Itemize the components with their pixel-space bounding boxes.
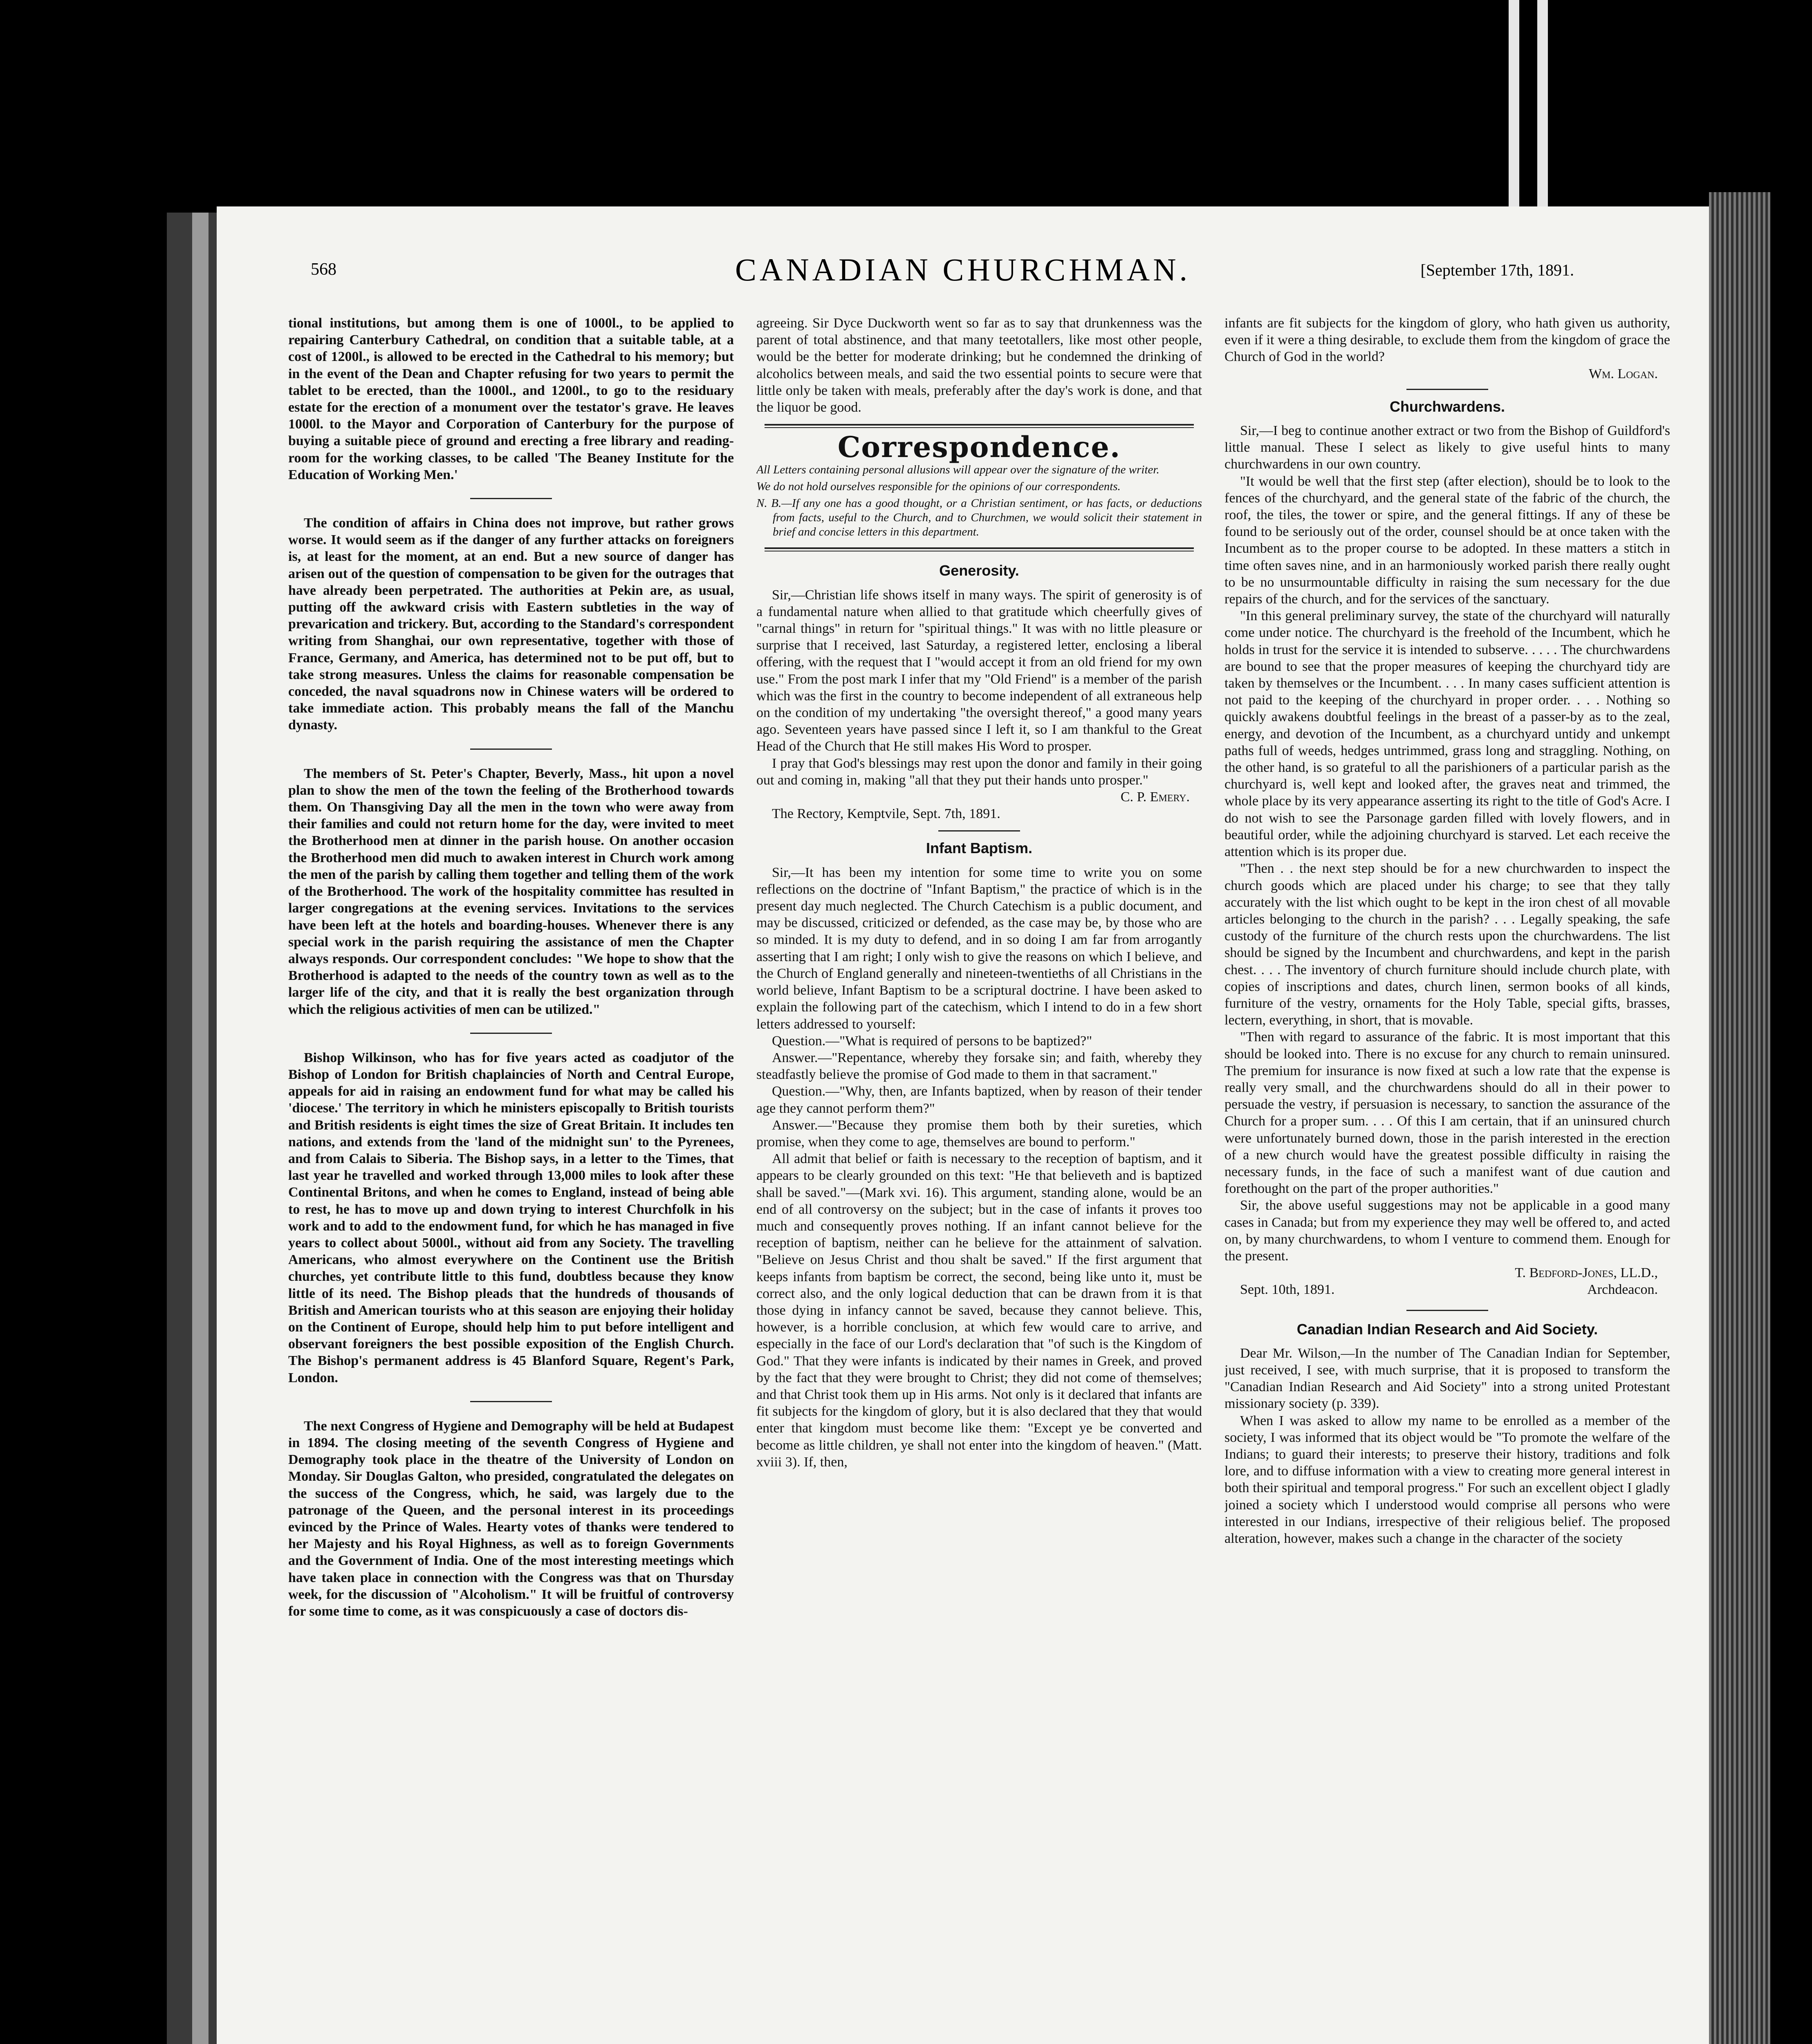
divider — [1406, 1310, 1488, 1311]
paragraph: All admit that belief or faith is necessary to the reception of baptism, and it appears to be clearly grounded on this text: "He that believeth and is baptized shall be saved."—(Mark xvi. 16). This argument, standing alone, would be an end of all controversy on the subject; but in the case of infants it proves too much and consequently proves nothing. If an infant cannot believe for the reception of baptism, neither can he believe for the attainment of salvation. "Believe on Jesus Christ and thou shalt be saved." If the first argument that keeps infants from baptism be correct, the second, being like unto it, must be correct also, and the only logical deduction that can be drawn from it is that those dying in infancy cannot be saved, because they cannot believe. This, however, is a horrible conclusion, at which few would care to arrive, and especially in the face of our Lord's declaration that "of such is the Kingdom of God." That they were infants is indicated by their names in Greek, and proved by the fact that they were brought to Christ; they did not come of themselves; and that Christ took them up in His arms. Not only is it declared that infants are fit subjects for the kingdom of glory, but it is also declared that they that would enter that kingdom must become like them: "Except ye be converted and become as little children, ye shall not enter into the kingdom of heaven." (Matt. xviii 3). If, then, — [756, 1151, 1202, 1470]
divider — [470, 1033, 552, 1034]
column-3 — [1224, 315, 1670, 2044]
paragraph: "Then . . the next step should be for a new churchwarden to inspect the church goods which are placed under his charge; to see that they tally accurately with the list which ought to be kept in the iron chest of all movable articles belonging to the church in the parish? . . . Legally speaking, the safe custody of the furniture of the church rests upon the churchwardens. The list should be signed by the Incumbent and churchwardens, and kept in the parish chest. . . . The inventory of church furniture should include church plate, with copies of inscriptions and dates, church linen, sermon books of all kinds, furniture of the vestry, ornaments for the Holy Table, special gifts, brasses, lectern, everything, in short, that is movable. — [1224, 861, 1670, 1028]
divider — [1406, 389, 1488, 390]
scanner-stripe — [1509, 0, 1519, 213]
divider — [470, 1401, 552, 1402]
divider — [938, 830, 1020, 831]
paragraph: "In this general preliminary survey, the state of the churchyard will naturally come under notice. The churchyard is the freehold of the Incumbent, which he holds in trust for the service it is intended to subserve. . . . . The churchwardens are bound to see that the proper measures of keeping the churchyard tidy are taken by themselves or the Incumbent. . . . In many cases sufficient attention is not paid to the keeping of the churchyard in proper order. . . . Nothing so quickly awakens doubtful feelings in the breast of a passer-by as to the zeal, energy, and devotion of the Incumbent, as a churchyard untidy and unkempt paths full of weeds, hedges untrimmed, grass long and straggling. Nothing, on the other hand, is so grateful to all the parishioners of a particular parish as the churchyard is, well kept and looked after, the graves neat and trimmed, the whole place by its very appearance asserting its right to the title of God's Acre. I do not wish to see the Parsonage garden filled with lovely flowers, and in beautiful order, while the adjoining churchyard is starved. Let each receive the attention which is its proper due. — [1224, 608, 1670, 860]
paragraph: Sir,—I beg to continue another extract or two from the Bishop of Guildford's little manual. These I select as likely to give useful hints to many churchwardens in our own country. — [1224, 423, 1670, 472]
book-edge-highlight — [192, 213, 209, 2044]
letter-heading: Generosity. — [939, 562, 1019, 579]
paragraph: The next Congress of Hygiene and Demography will be held at Budapest in 1894. The closing meeting of the seventh Congress of Hygiene and Demography took place in the theatre of the University of London on Monday. Sir Douglas Galton, who presided, congratulated the delegates on the success of the Congress, which, he said, was largely due to the patronage of the Queen, and the personal interest in its proceedings evinced by the Prince of Wales. Hearty votes of thanks were tendered to her Majesty and his Royal Highness, as well as to foreign Governments and the Government of India. One of the most interesting meetings which have taken place in connection with the Congress was that on Thursday week, for the discussion of "Alcoholism." It will be fruitful of controversy for some time to come, as it was conspicuously a case of doctors dis- — [288, 1418, 734, 1619]
note: N. B.—If any one has a good thought, or a Christian sentiment, or has facts, or deductions from facts, useful to the Church, and to Churchmen, we would solicit their statement in brief and concise letters in this department. — [756, 497, 1202, 539]
note: All Letters containing personal allusions will appear over the signature of the writer. — [756, 463, 1159, 477]
paragraph: "It would be well that the first step (after election), should be to look to the fences of the churchyard, and the general state of the fabric of the church, the roof, the tiles, the tower or spire, and the general fittings. If any of these be found to be seriously out of the order, counsel should be at once taken with the Incumbent as to the proper course to be adopted. In these matters a stitch in time often saves nine, and in an harmoniously worked parish there really ought to be no unsurmountable difficulty in raising the sum necessary for the due repairs of the church, and for the services of the sanctuary. — [1224, 473, 1670, 607]
paragraph: I pray that God's blessings may rest upon the donor and family in their going out and coming in, making "all that they put their hands unto prosper." — [756, 755, 1202, 788]
paragraph: Sir,—It has been my intention for some time to write you on some reflections on the doctrine of "Infant Baptism," the practice of which is in the present day much neglected. The Church Catechism is a public document, and may be discussed, criticized or defended, as the case may be, by those who are so minded. It is my duty to defend, and in so doing I am far from arrogantly asserting that I am right; I only wish to give the reasons on which I believe, and the Church of England generally and nineteen-twentieths of all Christians in the world believe, Infant Baptism to be a scriptural doctrine. I have been asked to explain the following part of the catechism, which I intend to do in a few short letters addressed to yourself: — [756, 865, 1202, 1032]
paragraph: tional institutions, but among them is one of 1000l., to be applied to repairing Canterbury Cathedral, on condition that a suitable table, at a cost of 1200l., is allowed to be erected in the Cathedral to his memory; but in the event of the Dean and Chapter refusing for two years to permit the tablet to be erected, than the 1000l., and 1200l., to go to the residuary estate for the erection of a monument over the testator's grave. He leaves 1000l. to the Mayor and Corporation of Canterbury for the purpose of buying a suitable piece of ground and erecting a free library and reading-room for the working classes, to be called 'The Beaney Institute for the Education of Working Men.' — [288, 316, 734, 482]
issue-date: [September 17th, 1891. — [1420, 261, 1574, 279]
section-divider — [765, 547, 1194, 551]
paragraph: Sir, the above useful suggestions may not be applicable in a good many cases in Canada; but from my experience they may well be offered to, and acted on, by many churchwardens, to whom I venture to commend them. Enough for the present. — [1224, 1198, 1670, 1264]
letter-heading: Canadian Indian Research and Aid Society. — [1296, 1320, 1598, 1338]
paragraph: When I was asked to allow my name to be enrolled as a member of the society, I was informed that its object would be "To promote the welfare of the Indians; to guard their interests; to preserve their history, traditions and folk lore, and to diffuse information with a view to creating more general interest in both their spiritual and temporal progress." For such an excellent object I gladly joined a society which I understood would comprise all persons who were interested in our Indians, irrespective of their religious belief. The proposed alteration, however, makes such a change in the character of the society — [1224, 1413, 1670, 1546]
paragraph: Bishop Wilkinson, who has for five years acted as coadjutor of the Bishop of London for British chaplaincies of North and Central Europe, appeals for aid in raising an endowment fund for what may be called his 'diocese.' The territory in which he ministers episcopally to British tourists and British residents is eight times the size of Great Britain. It includes ten nations, and extends from the 'land of the midnight sun' to the Pyrenees, and from Calais to Siberia. The Bishop says, in a letter to the Times, that last year he travelled and worked through 13,000 miles to look after these Continental Britons, and when he comes to England, instead of being able to rest, he has to move up and down trying to interest Churchfolk in his work and to add to the endowment fund, for which he has managed in five years to collect about 5000l., without aid from any Society. The travelling Americans, who almost everywhere on the Continent use the British churches, yet contribute little to this fund, doubtless because they know little of its need. The Bishop pleads that the hundreds of thousands of British and American tourists who at this season are enjoying their holiday on the Continent of Europe, should help him to put before intelligent and observant foreigners the best possible exposition of the English Church. The Bishop's permanent address is 45 Blanford Square, Regent's Park, London. — [288, 1050, 734, 1385]
column-2 — [756, 315, 1202, 2044]
letter-heading: Churchwardens. — [1389, 398, 1505, 415]
paragraph: agreeing. Sir Dyce Duckworth went so far as to say that drunkenness was the parent of total abstinence, and that many teetotallers, like most other people, would be the better for moderate drinking; but he condemned the drinking of alcoholics between meals, and said the two essential points to secure were that little only be taken with meals, preferably after the day's work is done, and that the liquor be good. — [756, 316, 1202, 415]
date: Sept. 10th, 1891. — [1240, 1282, 1335, 1298]
paragraph: Answer.—"Repentance, whereby they forsake sin; and faith, whereby they steadfastly believe the promise of God made to them in that sacrament." — [756, 1050, 1202, 1083]
title: Archdeacon. — [1587, 1282, 1658, 1298]
signature: T. Bedford-Jones, LL.D., — [1515, 1265, 1658, 1281]
paragraph: infants are fit subjects for the kingdom of glory, who hath given us authority, even if it were a thing desirable, to exclude them from the kingdom of grace the Church of God in the world? — [1224, 316, 1670, 365]
paragraph: The condition of affairs in China does not improve, but rather grows worse. It would seem as if the danger of any further attacks on foreigners is, at least for the moment, at an end. But a new source of danger has arisen out of the question of compensation to be given for the outrages that have already been perpetrated. The authorities at Pekin are, as usual, putting off the awkward crisis with Eastern subtleties in the way of prevarication and trickery. But, according to the Standard's correspondent writing from Shanghai, our own representative, together with those of France, Germany, and America, has determined not to be put off, but to take strong measures. Unless the claims for reasonable compensation be conceded, the naval squadrons now in Chinese waters will be ordered to take immediate action. This probably means the fall of the Manchu dynasty. — [288, 515, 734, 733]
column-1 — [288, 315, 734, 2044]
scanner-stripe — [1537, 0, 1548, 213]
section-divider — [765, 424, 1194, 428]
page-stack-right — [1709, 192, 1770, 2044]
letter-heading: Infant Baptism. — [926, 840, 1032, 857]
paragraph: The members of St. Peter's Chapter, Beverly, Mass., hit upon a novel plan to show the men of the town the feeling of the Brotherhood towards them. On Thansgiving Day all the men in the town who were away from their families and could not return home for the day, were invited to meet the Brotherhood men at dinner in the parish house. On another occasion the Brotherhood men did much to awaken interest in Church work among the men of the parish by calling them together and telling them of the work of the Brotherhood. The work of the hospitality committee has resulted in larger congregations at the evening services. Invitations to the services have been left at the hotels and boarding-houses. Whenever there is any special work in the parish requiring the assistance of men the Chapter always responds. Our correspondent concludes: "We hope to show that the Brotherhood is adapted to the needs of the country town as well as to the larger life of the city, and that it is really the best organization through which the religious activities of men can be utilized." — [288, 766, 734, 1017]
paragraph: Question.—"Why, then, are Infants baptized, when by reason of their tender age they cannot perform them?" — [756, 1084, 1202, 1116]
dateline — [1224, 1281, 1670, 1298]
note: We do not hold ourselves responsible for the opinions of our correspondents. — [756, 480, 1121, 493]
page-number: 568 — [311, 260, 336, 279]
paragraph: Question.—"What is required of persons to be baptized?" — [772, 1033, 1092, 1049]
correspondence-heading: Correspondence. — [837, 430, 1121, 464]
newspaper-page — [217, 206, 1709, 2044]
paragraph: "Then with regard to assurance of the fabric. It is most important that this should be looked into. There is no excuse for any church to remain uninsured. The premium for insurance is now fixed at such a low rate that the expense is really very small, and the churchwardens should do all in their power to persuade the vestry, if persuasion is necessary, to sanction the assurance of the Church for a proper sum. . . . Of this I am certain, that if an uninsured church were unfortunately burned down, those in the parish interested in the erection of a new church would have the greatest possible difficulty in raising the necessary funds, in the face of such a manifest want of due caution and forethought on the part of the proper authorities." — [1224, 1029, 1670, 1197]
paragraph: Sir,—Christian life shows itself in many ways. The spirit of generosity is of a fundamental nature when allied to that gratitude which cheerfully gives of "carnal things" in return for "spiritual things." It was with no little pleasure or surprise that I received, last Saturday, a registered letter, enclosing a liberal offering, with the request that I "would accept it from an old friend for my own use." From the post mark I infer that my "Old Friend" is a member of the parish which was the first in the country to become independent of all extraneous help on the condition of my undertaking "the oversight thereof," a good many years ago. Seventeen years have passed since I left it, so I am thankful to the Great Head of the Church that He still makes His Word to prosper. — [756, 587, 1202, 754]
running-header — [217, 251, 1709, 296]
signature: C. P. Emery. — [1120, 789, 1190, 805]
divider — [470, 749, 552, 750]
paragraph: Answer.—"Because they promise them both by their sureties, which promise, when they come to age, themselves are bound to perform." — [756, 1117, 1202, 1150]
signature: Wm. Logan. — [1588, 366, 1658, 381]
paragraph: Dear Mr. Wilson,—In the number of The Canadian Indian for September, just received, I see, with much surprise, that it is proposed to transform the "Canadian Indian Research and Aid Society" into a strong united Protestant missionary society (p. 339). — [1224, 1345, 1670, 1412]
masthead-title: CANADIAN CHURCHMAN. — [735, 252, 1191, 287]
editorial-notes — [756, 463, 1202, 539]
dateline: The Rectory, Kemptvile, Sept. 7th, 1891. — [772, 806, 1000, 822]
divider — [470, 498, 552, 499]
